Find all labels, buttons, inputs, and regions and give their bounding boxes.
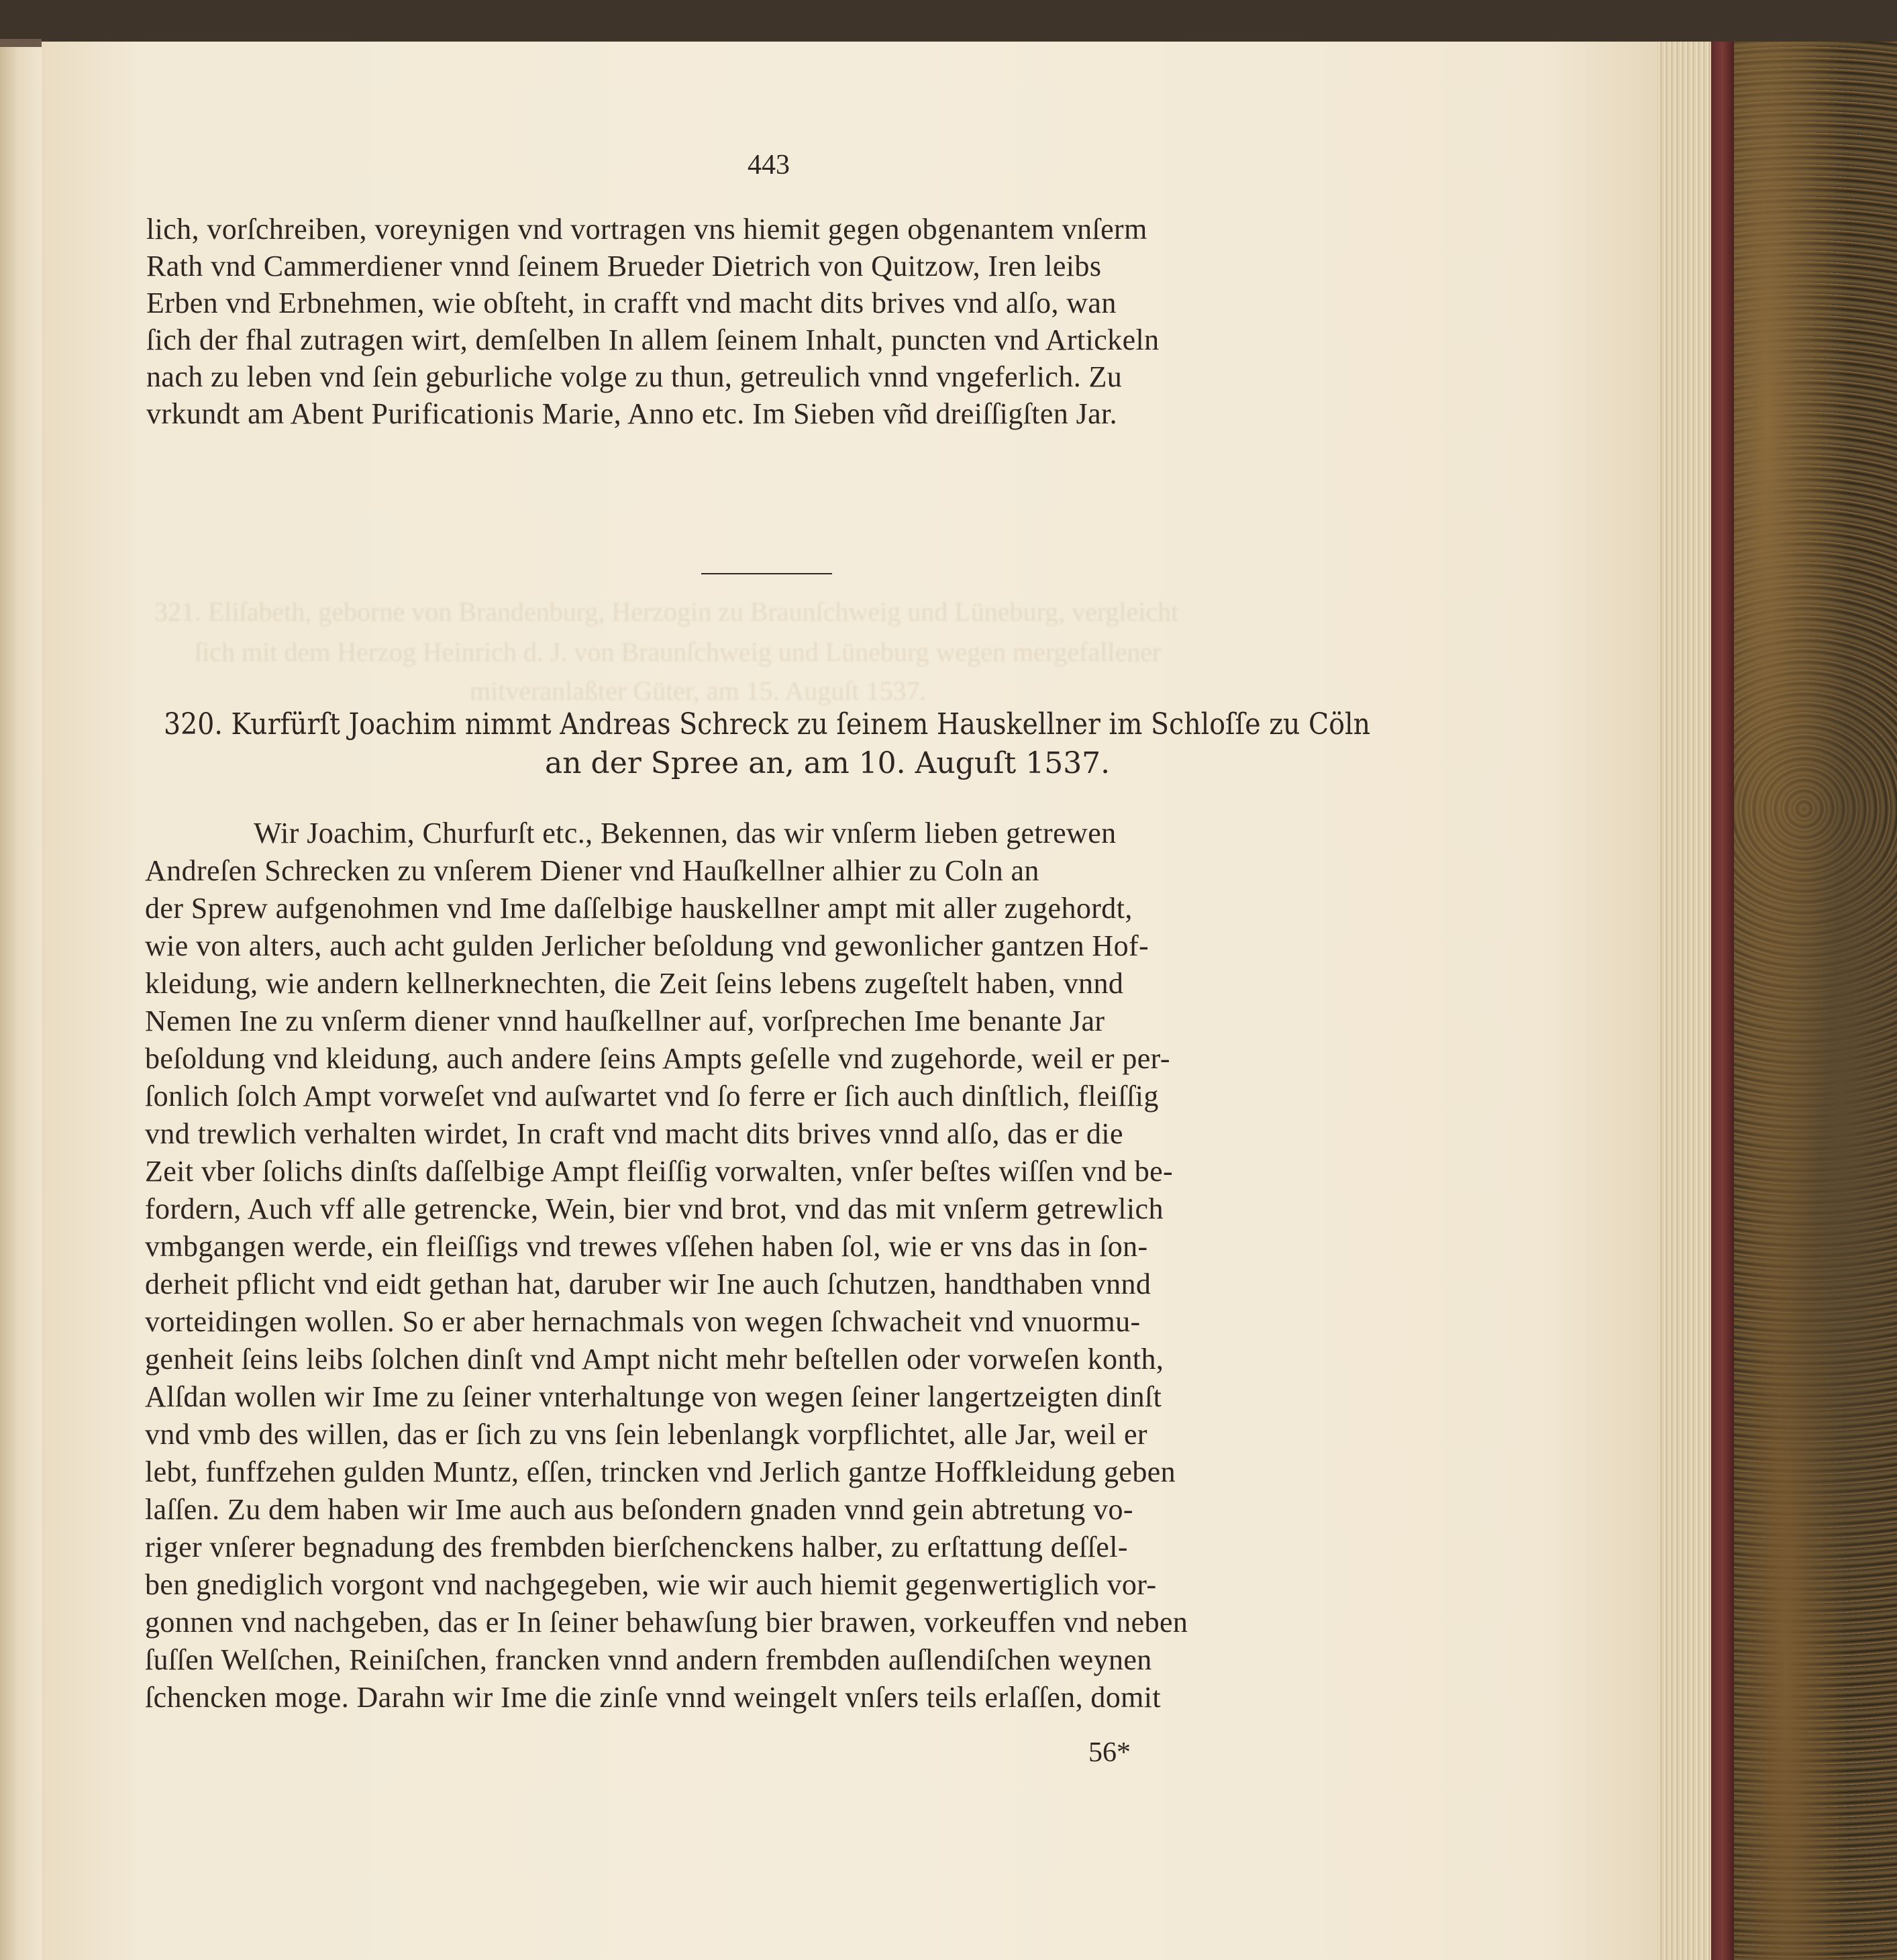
cover-leather-spine: [1711, 42, 1734, 1960]
document-heading: 320. Kurfürſt Joachim nimmt Andreas Schreck zu ſeinem Hauskellner im Schloſſe zu Cöln: [164, 707, 1371, 741]
text-line: der Sprew aufgenohmen vnd Ime daſſelbige hauskellner ampt mit aller zugehordt,: [145, 892, 1133, 925]
top-binding-band: [0, 0, 1897, 42]
text-line: lich, vorſchreiben, voreynigen vnd vortragen vns hiemit gegen obgenantem vnſerm: [146, 213, 1147, 246]
text-line: vorteidingen wollen. So er aber hernachmals von wegen ſchwacheit vnd vnuormu-: [145, 1305, 1141, 1338]
text-line: vnd vmb des willen, das er ſich zu vns ſein lebenlangk vorpflichtet, alle Jar, weil er: [145, 1418, 1147, 1451]
section-divider: [701, 573, 832, 574]
text-line: fordern, Auch vff alle getrencke, Wein, bier vnd brot, vnd das mit vnſerm getrewlich: [145, 1192, 1164, 1225]
text-line: lebt, funffzehen gulden Muntz, eſſen, trincken vnd Jerlich gantze Hoffkleidung geben: [145, 1455, 1176, 1488]
text-line: Rath vnd Cammerdiener vnnd ſeinem Brueder Dietrich von Quitzow, Iren leibs: [146, 250, 1102, 282]
text-line: nach zu leben vnd ſein geburliche volge zu thun, getreulich vnnd vngeferlich. Zu: [146, 360, 1123, 393]
printer-signature-mark: 56*: [1088, 1737, 1131, 1768]
text-line: derheit pflicht vnd eidt gethan hat, daruber wir Ine auch ſchutzen, handthaben vnnd: [145, 1268, 1151, 1300]
document-heading-continued: an der Spree an, am 10. Auguſt 1537.: [545, 746, 1111, 780]
marbled-cover: [1711, 42, 1897, 1960]
text-line: Nemen Ine zu vnſerm diener vnnd hauſkellner auf, vorſprechen Ime benante Jar: [145, 1004, 1105, 1037]
text-line: riger vnſerer begnadung des frembden bierſchenckens halber, zu erſtattung deſſel-: [145, 1531, 1128, 1563]
bleed-through-line: mitveranlaßter Güter, am 15. Auguſt 1537.: [470, 676, 927, 706]
text-line: ſonlich ſolch Ampt vorweſet vnd auſwartet vnd ſo ferre er ſich auch dinſtlich, fleiſſig: [145, 1080, 1159, 1113]
text-line: laſſen. Zu dem haben wir Ime auch aus beſondern gnaden vnnd gein abtretung vo-: [145, 1493, 1133, 1526]
text-line: vrkundt am Abent Purificationis Marie, Anno etc. Im Sieben vñd dreiſſigſten Jar.: [146, 397, 1118, 430]
text-line: vnd trewlich verhalten wirdet, In craft vnd macht dits brives vnnd alſo, das er die: [145, 1117, 1123, 1150]
text-line: beſoldung vnd kleidung, auch andere ſeins Ampts geſelle vnd zugehorde, weil er per-: [145, 1042, 1170, 1075]
left-facing-page: [0, 47, 44, 1960]
text-line: vmbgangen werde, ein fleiſſigs vnd trewes vſſehen haben ſol, wie er vns das in ſon-: [145, 1230, 1148, 1263]
text-line: ſich der fhal zutragen wirt, demſelben In allem ſeinem Inhalt, puncten vnd Artickeln: [146, 323, 1160, 356]
text-line: Andreſen Schrecken zu vnſerem Diener vnd Hauſkellner alhier zu Coln an: [145, 854, 1039, 887]
text-line: ſuſſen Welſchen, Reiniſchen, francken vnnd andern frembden auſlendiſchen weynen: [145, 1643, 1152, 1676]
text-line: gonnen vnd nachgeben, das er In ſeiner behawſung bier brawen, vorkeuffen vnd neben: [145, 1606, 1188, 1639]
text-line: Wir Joachim, Churfurſt etc., Bekennen, das wir vnſerm lieben getrewen: [254, 817, 1117, 849]
page-number: 443: [748, 150, 790, 180]
text-line: Zeit vber ſolichs dinſts daſſelbige Ampt fleiſſig vorwalten, vnſer beſtes wiſſen vnd be-: [145, 1155, 1174, 1188]
text-line: wie von alters, auch acht gulden Jerlicher beſoldung vnd gewonlicher gantzen Hof-: [145, 929, 1149, 962]
text-line: Alſdan wollen wir Ime zu ſeiner vnterhaltunge von wegen ſeiner langertzeigten dinſt: [145, 1380, 1162, 1413]
bleed-through-line: 321. Eliſabeth, geborne von Brandenburg, Herzogin zu Braunſchweig und Lüneburg, vergleicht: [154, 597, 1179, 627]
text-line: kleidung, wie andern kellnerknechten, die Zeit ſeins lebens zugeſtelt haben, vnnd: [145, 967, 1124, 1000]
bleed-through-line: ſich mit dem Herzog Heinrich d. J. von Braunſchweig und Lüneburg wegen mergefallener: [195, 637, 1162, 667]
text-line: genheit ſeins leibs ſolchen dinſt vnd Ampt nicht mehr beſtellen oder vorweſen konth,: [145, 1343, 1164, 1376]
text-line: ſchencken moge. Darahn wir Ime die zinſe vnnd weingelt vnſers teils erlaſſen, domit: [145, 1681, 1162, 1714]
text-line: ben gnediglich vorgont vnd nachgegeben, wie wir auch hiemit gegenwertiglich vor-: [145, 1568, 1157, 1601]
text-line: Erben vnd Erbnehmen, wie obſteht, in crafft vnd macht dits brives vnd alſo, wan: [146, 287, 1117, 319]
page-edges: [1657, 42, 1711, 1960]
